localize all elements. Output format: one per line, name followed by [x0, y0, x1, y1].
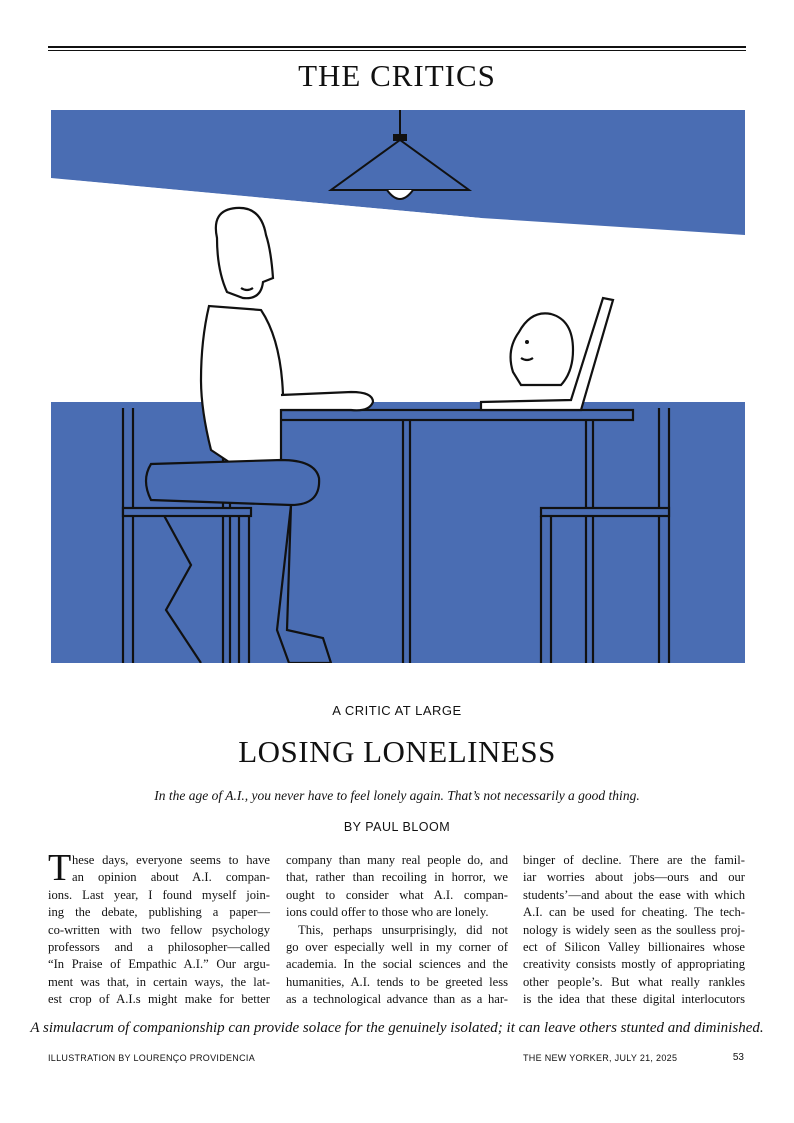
body-line: hese days, everyone seems to have [72, 853, 270, 867]
body-line: ment was that, in certain ways, the lat- [48, 974, 270, 989]
body-line: binger of decline. There are the famil- [523, 853, 745, 867]
magazine-issue: THE NEW YORKER, JULY 21, 2025 [523, 1053, 678, 1063]
illustration [51, 110, 745, 663]
body-column-2 [286, 852, 508, 1009]
body-line: ought to consider what A.I. compan- [286, 887, 508, 902]
body-line: professors and a philosopher—called [48, 939, 270, 954]
body-line: that, rather than recoiling in horror, we [286, 870, 508, 885]
body-line: co-written with two fellow psychology [48, 922, 270, 937]
body-line: ect of Silicon Valley billionaires whose [523, 939, 745, 954]
section-title: THE CRITICS [298, 58, 496, 93]
article-byline: BY PAUL BLOOM [343, 820, 451, 834]
top-rule [48, 46, 746, 48]
body-line: ions. Last year, I found myself join- [48, 887, 270, 902]
body-line: A.I. can be used for cheating. The tech- [523, 905, 745, 920]
illustration-credit: ILLUSTRATION BY LOURENÇO PROVIDENCIA [48, 1053, 256, 1063]
body-line: academia. In the social sciences and the [286, 957, 508, 972]
body-line: as a technological advance than as a har- [286, 992, 508, 1007]
body-line: other people’s. But what really rankles [523, 974, 745, 989]
drop-cap: T [48, 847, 72, 889]
top-rule-thin [48, 50, 746, 51]
body-line: nology is widely seen as the soulless proj- [523, 922, 745, 937]
page-number: 53 [732, 1052, 744, 1063]
article-kicker: A CRITIC AT LARGE [332, 703, 462, 718]
body-line: students’—and about the ease with which [523, 887, 745, 902]
body-line: humanities, A.I. tends to be greeted less [286, 974, 508, 989]
body-column-3 [523, 852, 745, 1009]
body-line: creativity consists mostly of appropriating [523, 957, 745, 972]
body-column-1 [48, 847, 270, 1009]
body-line: ions could offer to those who are lonely. [286, 905, 489, 920]
body-line: go over especially well in my corner of [286, 939, 508, 954]
body-line: is the idea that these digital interlocutors [523, 992, 745, 1007]
body-line: company than many real people do, and [286, 853, 508, 867]
body-line: iar worries about jobs—ours and our [523, 870, 745, 885]
body-line: “In Praise of Empathic A.I.” Our argu- [48, 957, 270, 972]
body-line: est crop of A.I.s might make for better [48, 992, 270, 1007]
body-line: an opinion about A.I. compan- [72, 870, 270, 885]
body-line: This, perhaps unsurprisingly, did not [298, 922, 508, 937]
article-headline: LOSING LONELINESS [238, 734, 556, 769]
body-line: ing the debate, publishing a paper— [48, 905, 270, 920]
article-dek: In the age of A.I., you never have to feel lonely again. That’s not necessarily a good thing. [154, 788, 640, 803]
pull-quote: A simulacrum of companionship can provide solace for the genuinely isolated; it can leave others stunted and diminished. [30, 1020, 764, 1036]
